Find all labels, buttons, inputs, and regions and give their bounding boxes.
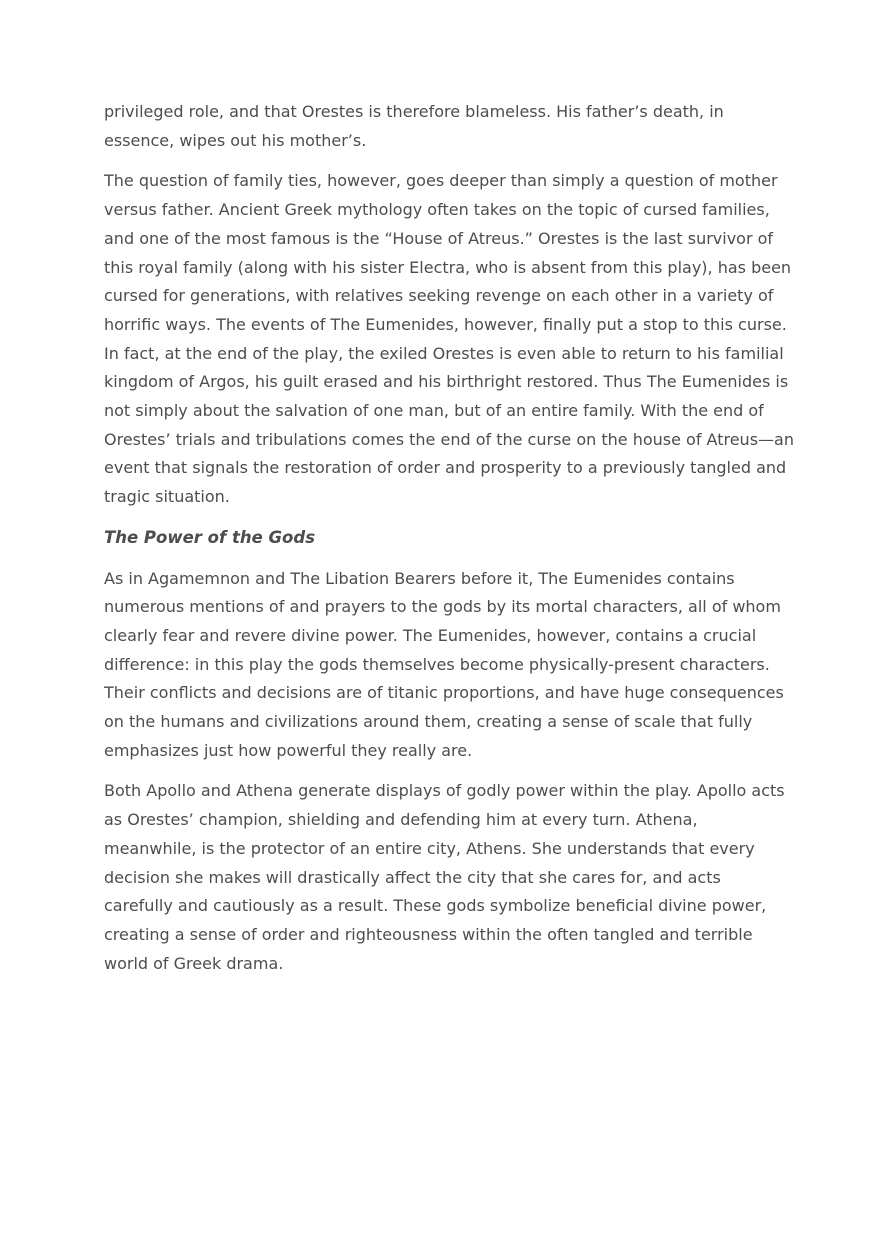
section-heading: The Power of the Gods <box>104 527 316 547</box>
document-body <box>104 98 794 990</box>
paragraph-gods-mentions: As in Agamemnon and The Libation Bearers before it, The Eumenides contains numerous mentions of and prayers to the gods by its mortal characters, all of whom clearly fear and revere divine power. The Eumenides, however, contains a crucial difference: in this play the gods themselves become physically-present characters. Their conflicts and decisions are of titanic proportions, and have huge consequences on the humans and civilizations around them, creating a sense of scale that fully emphasizes just how powerful they really are. <box>104 568 784 760</box>
paragraph-apollo-athena: Both Apollo and Athena generate displays of godly power within the play. Apollo acts as Orestes’ champion, shielding and defending him at every turn. Athena, meanwhile, is the protector of an entire city, Athens. She understands that every decision she makes will drastically affect the city that she cares for, and acts carefully and cautiously as a result. These gods symbolize beneficial divine power, creating a sense of order and righteousness within the often tangled and terrible world of Greek drama. <box>104 781 785 973</box>
paragraph-family-ties: The question of family ties, however, goes deeper than simply a question of mother versus father. Ancient Greek mythology often takes on the topic of cursed families, and one of the most famous is the “House of Atreus.” Orestes is the last survivor of this royal family (along with his sister Electra, who is absent from this play), has been cursed for generations, with relatives seeking revenge on each other in a variety of horrific ways. The events of The Eumenides, however, finally put a stop to this curse. In fact, at the end of the play, the exiled Orestes is even able to return to his familial kingdom of Argos, his guilt erased and his birthright restored. Thus The Eumenides is not simply about the salvation of one man, but of an entire family. With the end of Orestes’ trials and tribulations comes the end of the curse on the house of Atreus—an event that signals the restoration of order and prosperity to a previously tangled and tragic situation. <box>104 171 794 507</box>
paragraph-orestes-blameless: privileged role, and that Orestes is therefore blameless. His father’s death, in essence, wipes out his mother’s. <box>104 102 724 150</box>
